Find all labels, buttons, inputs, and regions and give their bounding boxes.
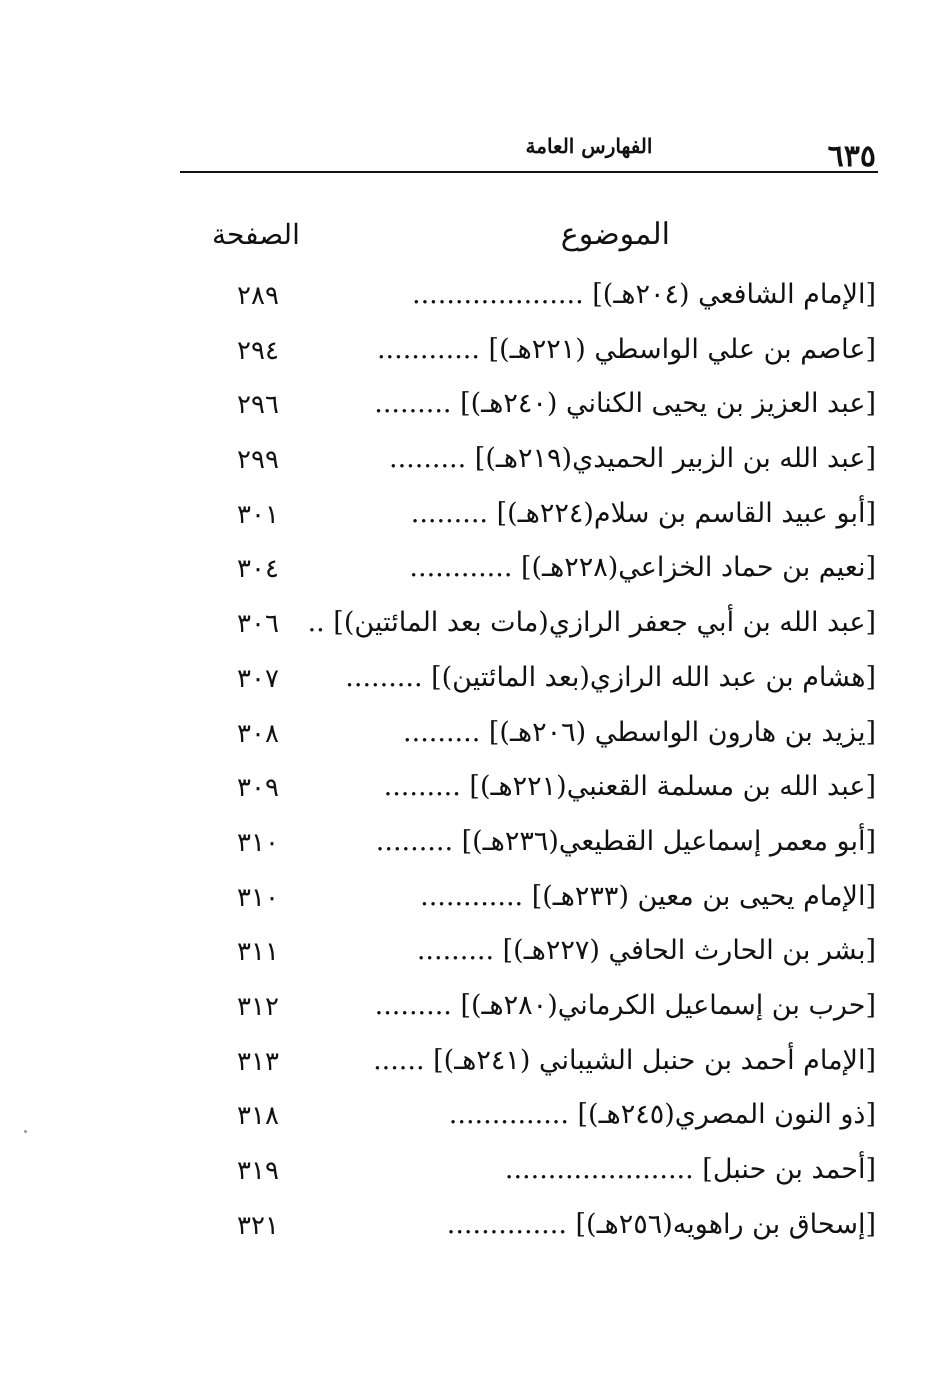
page-column-heading: الصفحة	[212, 218, 300, 251]
toc-entry-page: ٣١٨	[237, 1101, 279, 1132]
toc-entry-page: ٣٠٤	[237, 554, 279, 585]
toc-entry	[200, 382, 890, 437]
toc-entry	[200, 656, 890, 711]
toc-entry	[200, 437, 890, 492]
header-title: الفهارس العامة	[525, 134, 653, 158]
toc-entry-title: [أبو معمر إسماعيل القطيعي(٢٣٦هـ)] .........	[375, 825, 876, 857]
toc-entry-title: [عبد الله بن مسلمة القعنبي(٢٢١هـ)] .........	[383, 771, 876, 803]
toc-entry-title: [أبو عبيد القاسم بن سلام(٢٢٤هـ)] .........	[410, 497, 876, 529]
toc-entry	[200, 1148, 890, 1203]
toc-entry-title: [يزيد بن هارون الواسطي (٢٠٦هـ)] .........	[403, 716, 876, 748]
toc-entry	[200, 328, 890, 383]
toc-entry	[200, 492, 890, 547]
toc-entry-page: ٣١٩	[237, 1156, 279, 1186]
toc-entry	[200, 765, 890, 820]
toc-entry-page: ٣٠٦	[237, 609, 279, 640]
toc-entry-page: ٣٠٩	[237, 773, 279, 804]
toc-entry	[200, 273, 890, 328]
toc-entry	[200, 875, 890, 930]
toc-entry-page: ٣٠١	[237, 499, 279, 530]
toc-entry	[200, 984, 890, 1039]
running-header	[180, 132, 878, 172]
toc-entry-title: [حرب بن إسماعيل الكرماني(٢٨٠هـ)] .........	[374, 989, 876, 1021]
toc-entry-page: ٣٠٧	[237, 663, 279, 694]
toc-entry-title: [الإمام يحيى بن معين (٢٣٣هـ)] ............	[420, 880, 876, 912]
toc-entry	[200, 820, 890, 875]
toc-entry	[200, 711, 890, 766]
toc-entry-page: ٢٨٩	[237, 281, 279, 311]
toc-entry-title: [الإمام الشافعي (٢٠٤هـ)] ....................	[412, 279, 876, 310]
toc-list	[200, 273, 890, 1257]
page-number: ٦٣٥	[827, 139, 876, 174]
toc-entry-title: [عبد الله بن أبي جعفر الرازي(مات بعد المائتين)] ..	[307, 607, 876, 639]
toc-entry-title: [بشر بن الحارث الحافي (٢٢٧هـ)] .........	[416, 935, 876, 967]
toc-entry-page: ٣٢١	[237, 1210, 279, 1241]
toc-entry	[200, 601, 890, 656]
toc-entry-title: [أحمد بن حنبل] ......................	[504, 1154, 876, 1185]
toc-entry-title: [نعيم بن حماد الخزاعي(٢٢٨هـ)] ............	[409, 552, 876, 584]
toc-entry	[200, 1203, 890, 1258]
toc-entry-page: ٣١٣	[237, 1046, 279, 1077]
toc-entry	[200, 929, 890, 984]
toc-entry-title: [عاصم بن علي الواسطي (٢٢١هـ)] ............	[376, 333, 876, 365]
toc-entry-page: ٢٩٦	[237, 390, 279, 421]
toc-entry-page: ٢٩٩	[237, 445, 279, 476]
header-rule	[180, 171, 878, 173]
toc-entry	[200, 546, 890, 601]
toc-entry-page: ٣١٠	[237, 827, 279, 858]
toc-entry-page: ٢٩٤	[237, 335, 279, 366]
toc-entry-page: ٣١٢	[237, 991, 279, 1022]
toc-entry-page: ٣٠٨	[237, 718, 279, 749]
toc-entry-title: [عبد العزيز بن يحيى الكناني (٢٤٠هـ)] .........	[374, 388, 876, 420]
toc-entry-title: [هشام بن عبد الله الرازي(بعد المائتين)] .........	[345, 661, 876, 693]
toc-entry	[200, 1039, 890, 1094]
toc-entry-title: [ذو النون المصري(٢٤٥هـ)] ..............	[448, 1099, 876, 1131]
toc-entry-page: ٣١١	[237, 937, 279, 968]
scan-speck	[24, 1130, 27, 1133]
toc-entry-title: [الإمام أحمد بن حنبل الشيباني (٢٤١هـ)] ......	[373, 1044, 876, 1076]
toc-entry-page: ٣١٠	[237, 882, 279, 913]
toc-entry	[200, 1093, 890, 1148]
topic-column-heading: الموضوع	[560, 217, 670, 252]
toc-entry-title: [إسحاق بن راهويه(٢٥٦هـ)] ..............	[446, 1208, 876, 1240]
toc-entry-title: [عبد الله بن الزبير الحميدي(٢١٩هـ)] .........	[388, 443, 876, 475]
column-headers	[200, 215, 890, 259]
